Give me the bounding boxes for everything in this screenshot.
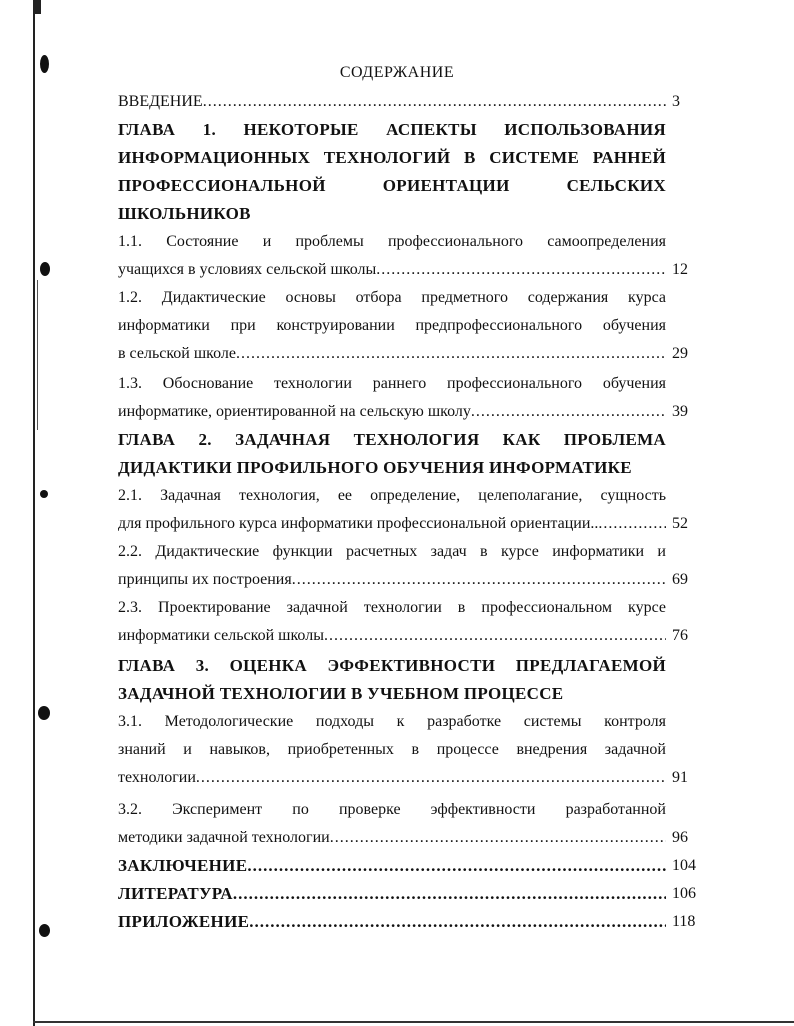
toc-line: 1.3. Обоснование технологии раннего профессионального обучения: [118, 375, 666, 392]
toc-line: [118, 510, 666, 538]
toc-entry-text: ЗАКЛЮЧЕНИЕ: [118, 856, 248, 875]
toc-line: [118, 566, 666, 594]
toc-line: 2.1. Задачная технология, ее определение, целеполагание, сущность: [118, 487, 666, 504]
toc-line: ПРОФЕССИОНАЛЬНОЙ ОРИЕНТАЦИИ СЕЛЬСКИХ: [118, 176, 666, 195]
toc-entry-text: информатике, ориентированной на сельскую школу: [118, 403, 471, 420]
dot-leader: [203, 88, 666, 116]
toc-entry-text: информатики сельской школы: [118, 627, 324, 644]
toc-line: ГЛАВА 1. НЕКОТОРЫЕ АСПЕКТЫ ИСПОЛЬЗОВАНИЯ: [118, 120, 666, 139]
scan-top-mark: [33, 0, 41, 14]
dot-leader: [598, 510, 666, 538]
toc-line: знаний и навыков, приобретенных в процессе внедрения задачной: [118, 741, 666, 758]
dot-leader: [292, 566, 666, 594]
toc-line: ДИДАКТИКИ ПРОФИЛЬНОГО ОБУЧЕНИЯ ИНФОРМАТИКЕ: [118, 458, 632, 477]
toc-line: [118, 764, 666, 792]
toc-page-number: 12: [672, 261, 688, 278]
toc-entry-text: ВВЕДЕНИЕ: [118, 93, 203, 110]
toc-line: [118, 256, 666, 284]
toc-page-number: 118: [672, 913, 696, 930]
dot-leader: [330, 824, 666, 852]
toc-line: 3.1. Методологические подходы к разработке системы контроля: [118, 713, 666, 730]
toc-line: [118, 908, 666, 936]
toc-line: [118, 622, 666, 650]
toc-line: [118, 880, 666, 908]
toc-line: 2.3. Проектирование задачной технологии в профессиональном курсе: [118, 599, 666, 616]
toc-line: ЗАДАЧНОЙ ТЕХНОЛОГИИ В УЧЕБНОМ ПРОЦЕССЕ: [118, 684, 564, 703]
dot-leader: [236, 340, 666, 368]
dot-leader: [247, 852, 666, 880]
toc-page-number: 3: [672, 93, 680, 110]
toc-entry-text: в сельской школе: [118, 345, 237, 362]
toc-line: 1.1. Состояние и проблемы профессионального самоопределения: [118, 233, 666, 250]
toc-page-number: 39: [672, 403, 688, 420]
toc-line: 1.2. Дидактические основы отбора предметного содержания курса: [118, 289, 666, 306]
toc-line: [118, 340, 666, 368]
scan-blot-5: [39, 924, 50, 937]
toc-line: 3.2. Эксперимент по проверке эффективности разработанной: [118, 801, 666, 818]
toc-page-number: 104: [672, 857, 696, 874]
toc-page-number: 106: [672, 885, 696, 902]
toc-entry-text: принципы их построения: [118, 571, 292, 588]
toc-line: информатики при конструировании предпрофессионального обучения: [118, 317, 666, 334]
scan-blot-2: [40, 262, 50, 276]
dot-leader: [471, 398, 666, 426]
toc-line: 2.2. Дидактические функции расчетных задач в курсе информатики и: [118, 543, 666, 560]
scan-left-edge: [33, 0, 35, 1026]
toc-entry-text: методики задачной технологии: [118, 829, 330, 846]
scan-blot-4: [38, 706, 50, 720]
toc-entry-text: для профильного курса информатики профессиональной ориентации..: [118, 515, 599, 532]
toc-page-number: 96: [672, 829, 688, 846]
toc-entry-text: учащихся в условиях сельской школы: [118, 261, 377, 278]
toc-line: ШКОЛЬНИКОВ: [118, 204, 251, 223]
dot-leader: [233, 880, 666, 908]
toc-line: [118, 398, 666, 426]
toc-line: ГЛАВА 3. ОЦЕНКА ЭФФЕКТИВНОСТИ ПРЕДЛАГАЕМОЙ: [118, 656, 666, 675]
dot-leader: [376, 256, 666, 284]
toc-page-number: 91: [672, 769, 688, 786]
toc-page-number: 69: [672, 571, 688, 588]
toc-line: [118, 824, 666, 852]
page-title: СОДЕРЖАНИЕ: [339, 64, 455, 81]
toc-line: [118, 852, 666, 880]
toc-page-number: 52: [672, 515, 688, 532]
toc-entry-text: ЛИТЕРАТУРА: [118, 884, 233, 903]
scan-bottom-edge: [33, 1021, 794, 1023]
scan-inner-line: [37, 280, 38, 430]
scan-blot-3: [40, 490, 48, 498]
toc-line: [118, 88, 666, 116]
dot-leader: [196, 764, 666, 792]
toc-page-number: 76: [672, 627, 688, 644]
toc-line: ИНФОРМАЦИОННЫХ ТЕХНОЛОГИЙ В СИСТЕМЕ РАННЕЙ: [118, 148, 666, 167]
toc-page-number: 29: [672, 345, 688, 362]
toc-entry-text: технологии: [118, 769, 196, 786]
dot-leader: [324, 622, 666, 650]
dot-leader: [249, 908, 666, 936]
toc-entry-text: ПРИЛОЖЕНИЕ: [118, 912, 250, 931]
toc-line: ГЛАВА 2. ЗАДАЧНАЯ ТЕХНОЛОГИЯ КАК ПРОБЛЕМА: [118, 430, 666, 449]
